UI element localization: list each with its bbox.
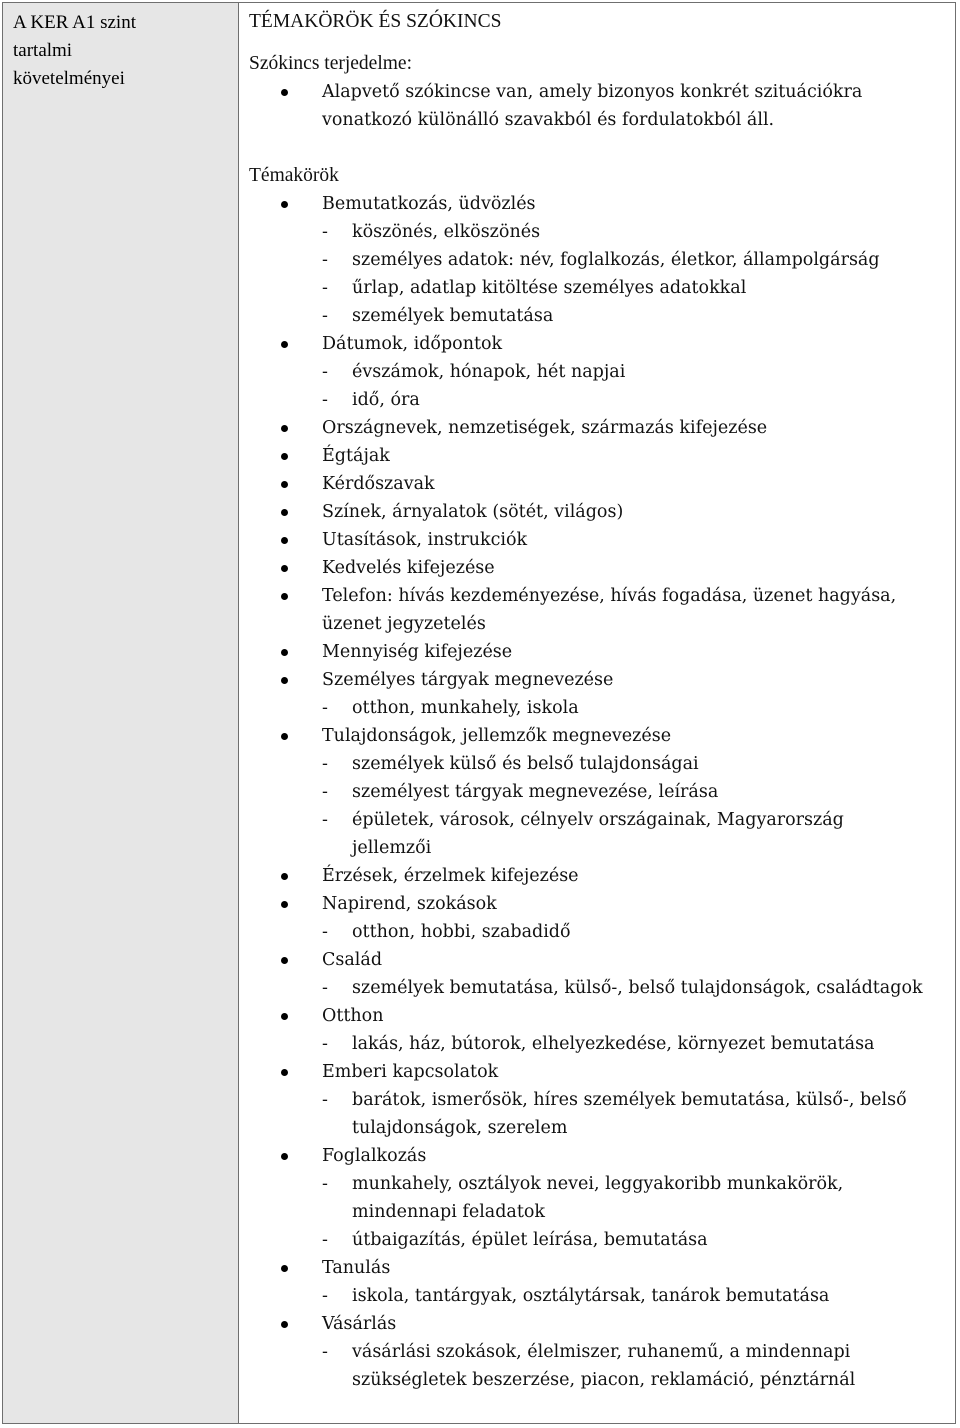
item-text: Kérdőszavak <box>322 474 435 494</box>
subtopic-text: mindennapi feladatok <box>352 1202 546 1222</box>
subtopic-item <box>249 218 955 246</box>
topic-item <box>249 1002 955 1030</box>
bullet-icon <box>281 733 288 740</box>
scope-item <box>249 106 955 134</box>
content-table <box>2 2 956 1424</box>
subtopic-item <box>249 1282 955 1310</box>
bullet-icon <box>281 537 288 544</box>
scope-heading: Szókincs terjedelme: <box>249 53 412 74</box>
item-text: Tanulás <box>322 1258 391 1278</box>
item-text: Színek, árnyalatok (sötét, világos) <box>322 502 624 522</box>
bullet-icon <box>281 593 288 600</box>
item-text: Emberi kapcsolatok <box>322 1062 499 1082</box>
left-header-line: követelményei <box>13 68 125 89</box>
left-header-line: A KER A1 szint <box>13 12 136 33</box>
subtopic-item <box>249 918 955 946</box>
item-text: Dátumok, időpontok <box>322 334 503 354</box>
item-text: Alapvető szókincse van, amely bizonyos konkrét szituációkra <box>322 82 863 102</box>
item-text: Család <box>322 950 383 970</box>
subtopic-item <box>249 386 955 414</box>
bullet-icon <box>281 1265 288 1272</box>
subtopic-text: lakás, ház, bútorok, elhelyezkedése, környezet bemutatása <box>352 1034 875 1054</box>
topic-item <box>249 1058 955 1086</box>
subtopic-item <box>249 1114 955 1142</box>
subtopic-text: űrlap, adatlap kitöltése személyes adatokkal <box>352 278 747 298</box>
subtopic-item <box>249 694 955 722</box>
dash-marker: - <box>322 1090 328 1110</box>
subtopic-item <box>249 358 955 386</box>
subtopic-text: barátok, ismerősök, híres személyek bemutatása, külső-, belső <box>352 1090 907 1110</box>
bullet-icon <box>281 201 288 208</box>
subtopic-text: személyes adatok: név, foglalkozás, életkor, állampolgárság <box>352 250 880 270</box>
item-text: Foglalkozás <box>322 1146 427 1166</box>
topics-heading: Témakörök <box>249 165 339 186</box>
left-header-line: tartalmi <box>13 40 73 61</box>
item-text: Utasítások, instrukciók <box>322 530 528 550</box>
subtopic-item <box>249 1198 955 1226</box>
topic-item <box>249 498 955 526</box>
subtopic-text: személyek bemutatása <box>352 306 554 326</box>
subtopic-item <box>249 246 955 274</box>
dash-marker: - <box>322 1342 328 1362</box>
bullet-icon <box>281 957 288 964</box>
topic-item <box>249 1142 955 1170</box>
bullet-icon <box>281 677 288 684</box>
spacer <box>249 134 955 162</box>
scope-item <box>249 78 955 106</box>
subtopic-text: otthon, hobbi, szabadidő <box>352 922 571 942</box>
item-text: vonatkozó különálló szavakból és fordulatokból áll. <box>322 110 775 130</box>
subtopic-text: munkahely, osztályok nevei, leggyakoribb munkakörök, <box>352 1174 844 1194</box>
topics-cell <box>239 3 955 1423</box>
topic-item <box>249 442 955 470</box>
item-text: Bemutatkozás, üdvözlés <box>322 194 536 214</box>
bullet-icon <box>281 481 288 488</box>
subtopic-text: idő, óra <box>352 390 420 410</box>
subtopic-text: szükségletek beszerzése, piacon, reklamáció, pénztárnál <box>352 1370 856 1390</box>
subtopic-item <box>249 1030 955 1058</box>
bullet-icon <box>281 89 288 96</box>
subtopic-text: otthon, munkahely, iskola <box>352 698 579 718</box>
subtopic-item <box>249 1366 955 1394</box>
bullet-icon <box>281 425 288 432</box>
item-text: Égtájak <box>322 446 390 466</box>
topic-item <box>249 666 955 694</box>
topic-item <box>249 554 955 582</box>
item-text: Vásárlás <box>322 1314 397 1334</box>
item-text: Országnevek, nemzetiségek, származás kifejezése <box>322 418 768 438</box>
bullet-icon <box>281 341 288 348</box>
dash-marker: - <box>322 1230 328 1250</box>
bullet-icon <box>281 1321 288 1328</box>
subtopic-text: személyek bemutatása, külső-, belső tulajdonságok, családtagok <box>352 978 923 998</box>
scope-list <box>249 78 955 134</box>
subtopic-item <box>249 806 955 834</box>
subtopic-item <box>249 302 955 330</box>
subtopic-item <box>249 1338 955 1366</box>
topic-item <box>249 414 955 442</box>
topics-list <box>249 190 955 1394</box>
subtopic-text: személyek külső és belső tulajdonságai <box>352 754 699 774</box>
topic-item <box>249 610 955 638</box>
topic-item <box>249 190 955 218</box>
dash-marker: - <box>322 782 328 802</box>
dash-marker: - <box>322 698 328 718</box>
subtopic-item <box>249 274 955 302</box>
subtopic-text: iskola, tantárgyak, osztálytársak, tanárok bemutatása <box>352 1286 830 1306</box>
bullet-icon <box>281 565 288 572</box>
requirements-label-cell <box>3 3 239 1423</box>
subtopic-text: köszönés, elköszönés <box>352 222 541 242</box>
subtopic-item <box>249 1086 955 1114</box>
subtopic-text: tulajdonságok, szerelem <box>352 1118 568 1138</box>
subtopic-text: vásárlási szokások, élelmiszer, ruhanemű, a mindennapi <box>352 1342 851 1362</box>
subtopic-text: évszámok, hónapok, hét napjai <box>352 362 626 382</box>
subtopic-item <box>249 834 955 862</box>
subtopic-item <box>249 1226 955 1254</box>
item-text: Tulajdonságok, jellemzők megnevezése <box>322 726 672 746</box>
dash-marker: - <box>322 1286 328 1306</box>
subtopic-text: épületek, városok, célnyelv országainak, Magyarország <box>352 810 844 830</box>
item-text: Napirend, szokások <box>322 894 497 914</box>
item-text: üzenet jegyzetelés <box>322 614 486 634</box>
dash-marker: - <box>322 362 328 382</box>
topic-item <box>249 862 955 890</box>
subtopic-text: jellemzői <box>352 838 432 858</box>
topic-item <box>249 582 955 610</box>
bullet-icon <box>281 1153 288 1160</box>
topic-item <box>249 1310 955 1338</box>
subtopic-text: személyest tárgyak megnevezése, leírása <box>352 782 719 802</box>
item-text: Telefon: hívás kezdeményezése, hívás fogadása, üzenet hagyása, <box>322 586 897 606</box>
item-text: Érzések, érzelmek kifejezése <box>322 866 579 886</box>
subtopic-item <box>249 750 955 778</box>
dash-marker: - <box>322 222 328 242</box>
bullet-icon <box>281 1013 288 1020</box>
dash-marker: - <box>322 390 328 410</box>
topic-item <box>249 946 955 974</box>
subtopic-item <box>249 778 955 806</box>
subtopic-text: útbaigazítás, épület leírása, bemutatása <box>352 1230 708 1250</box>
dash-marker: - <box>322 306 328 326</box>
bullet-icon <box>281 649 288 656</box>
bullet-icon <box>281 509 288 516</box>
dash-marker: - <box>322 1034 328 1054</box>
dash-marker: - <box>322 922 328 942</box>
item-text: Kedvelés kifejezése <box>322 558 495 578</box>
bullet-icon <box>281 901 288 908</box>
subtopic-item <box>249 1170 955 1198</box>
bullet-icon <box>281 453 288 460</box>
topic-item <box>249 526 955 554</box>
topic-item <box>249 470 955 498</box>
dash-marker: - <box>322 978 328 998</box>
topic-item <box>249 330 955 358</box>
topic-item <box>249 638 955 666</box>
item-text: Mennyiség kifejezése <box>322 642 513 662</box>
topic-item <box>249 1254 955 1282</box>
section-title: TÉMAKÖRÖK ÉS SZÓKINCS <box>249 11 502 32</box>
bullet-icon <box>281 1069 288 1076</box>
item-text: Személyes tárgyak megnevezése <box>322 670 614 690</box>
topic-item <box>249 722 955 750</box>
bullet-icon <box>281 873 288 880</box>
dash-marker: - <box>322 810 328 830</box>
dash-marker: - <box>322 754 328 774</box>
dash-marker: - <box>322 250 328 270</box>
subtopic-item <box>249 974 955 1002</box>
dash-marker: - <box>322 278 328 298</box>
item-text: Otthon <box>322 1006 384 1026</box>
topic-item <box>249 890 955 918</box>
dash-marker: - <box>322 1174 328 1194</box>
